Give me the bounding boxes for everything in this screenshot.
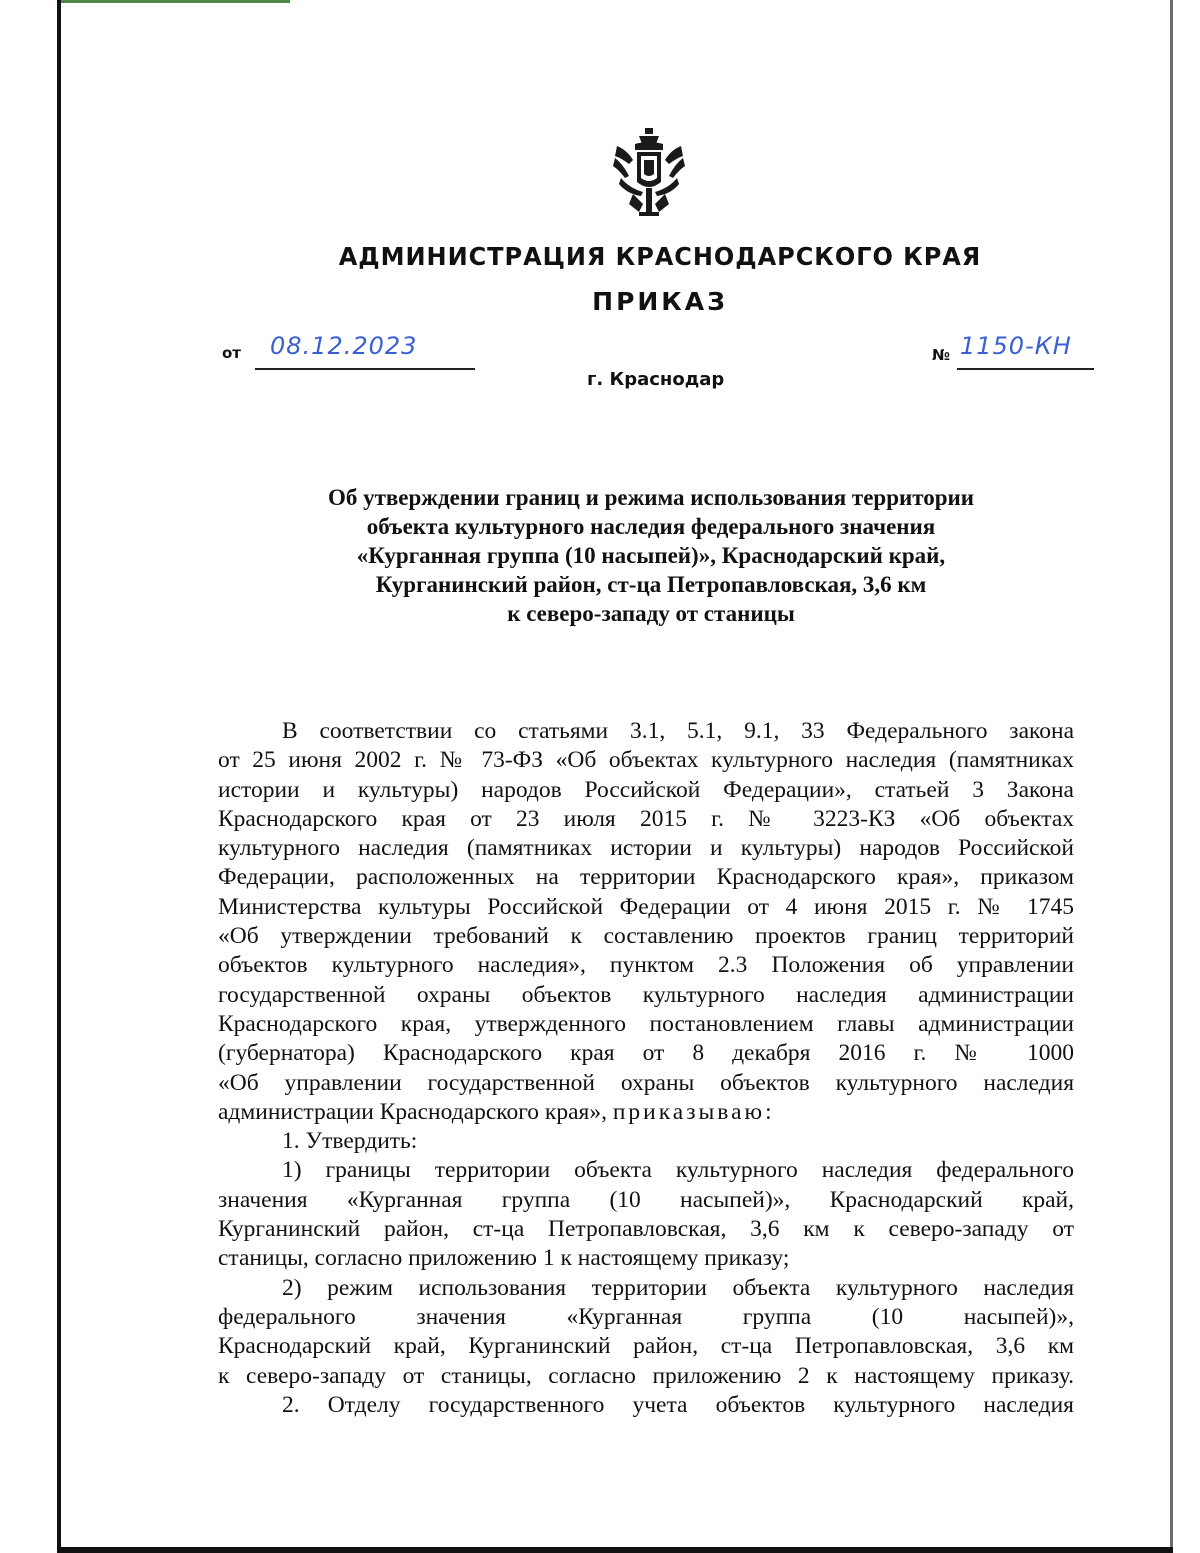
document-type: ПРИКАЗ — [592, 287, 728, 316]
body-line: культурного наследия (памятниках истории и культуры) народов Российской — [218, 835, 1074, 862]
body-line: объектов культурного наследия», пунктом 2.3 Положения об управлении — [218, 952, 1074, 979]
agency-name: АДМИНИСТРАЦИЯ КРАСНОДАРСКОГО КРАЯ — [338, 242, 982, 271]
body-line: от 25 июня 2002 г. № 73-ФЗ «Об объектах культурного наследия (памятниках — [218, 747, 1074, 774]
body-line: «Об утверждении требований к составлению проектов границ территорий — [218, 923, 1074, 950]
order-body — [218, 717, 1074, 1420]
body-line: Министерства культуры Российской Федерации от 4 июня 2015 г. № 1745 — [218, 893, 1074, 920]
coat-of-arms-emblem — [611, 128, 687, 220]
scan-edge-top — [60, 0, 290, 3]
body-line: Курганинский район, ст-ца Петропавловская, 3,6 км к северо-западу от — [218, 1216, 1074, 1243]
item-1-heading: 1. Утвердить: — [282, 1128, 418, 1155]
body-line: Краснодарского края, утвержденного постановлением главы администрации — [218, 1010, 1074, 1037]
number-value-handwritten: 1150-КН — [960, 332, 1072, 360]
body-line: 1) границы территории объекта культурного наследия федерального — [282, 1157, 1074, 1184]
order-verb-spaced: приказываю: — [612, 1098, 775, 1125]
body-line: 2) режим использования территории объекта культурного наследия — [282, 1274, 1074, 1301]
body-line: Краснодарский край, Курганинский район, ст-ца Петропавловская, 3,6 км — [218, 1333, 1074, 1360]
scan-edge-left — [57, 0, 61, 1553]
number-label: № — [932, 346, 951, 364]
body-line: В соответствии со статьями 3.1, 5.1, 9.1, 33 Федерального закона — [282, 718, 1074, 744]
date-value-handwritten: 08.12.2023 — [270, 332, 418, 360]
body-line: «Об управлении государственной охраны объектов культурного наследия — [218, 1069, 1074, 1096]
title-line: Об утверждении границ и режима использования территории — [327, 485, 975, 510]
body-line: государственной охраны объектов культурного наследия администрации — [218, 981, 1074, 1008]
body-text: администрации Краснодарского края», — [218, 1098, 607, 1125]
body-line: Федерации, расположенных на территории Краснодарского края», приказом — [218, 864, 1074, 891]
title-line: «Курганная группа (10 насыпей)», Краснодарский край, — [356, 543, 946, 568]
date-label: от — [222, 344, 241, 362]
scan-edge-bottom — [57, 1547, 1173, 1553]
number-underline — [957, 368, 1094, 370]
title-line: к северо-западу от станицы — [507, 601, 795, 626]
body-line: (губернатора) Краснодарского края от 8 декабря 2016 г. № 1000 — [218, 1040, 1074, 1067]
scan-edge-right — [1170, 0, 1173, 1553]
body-line: к северо-западу от станицы, согласно приложению 2 к настоящему приказу. — [218, 1362, 1074, 1389]
body-line-last — [218, 1098, 1074, 1127]
body-line: федерального значения «Курганная группа (10 насыпей)», — [218, 1303, 1074, 1330]
city: г. Краснодар — [587, 369, 725, 390]
body-line: истории и культуры) народов Российской Федерации», статьей 3 Закона — [218, 776, 1074, 803]
body-line: станицы, согласно приложению 1 к настоящему приказу; — [218, 1245, 790, 1272]
title-line: Курганинский район, ст-ца Петропавловская, 3,6 км — [375, 572, 927, 597]
date-underline — [255, 368, 475, 370]
order-title — [218, 483, 1084, 628]
item-2-heading: 2. Отделу государственного учета объектов культурного наследия — [282, 1391, 1074, 1418]
body-line: значения «Курганная группа (10 насыпей)», Краснодарский край, — [218, 1186, 1074, 1213]
body-line: Краснодарского края от 23 июля 2015 г. № 3223-КЗ «Об объектах — [218, 805, 1074, 832]
title-line: объекта культурного наследия федерального значения — [366, 514, 936, 539]
